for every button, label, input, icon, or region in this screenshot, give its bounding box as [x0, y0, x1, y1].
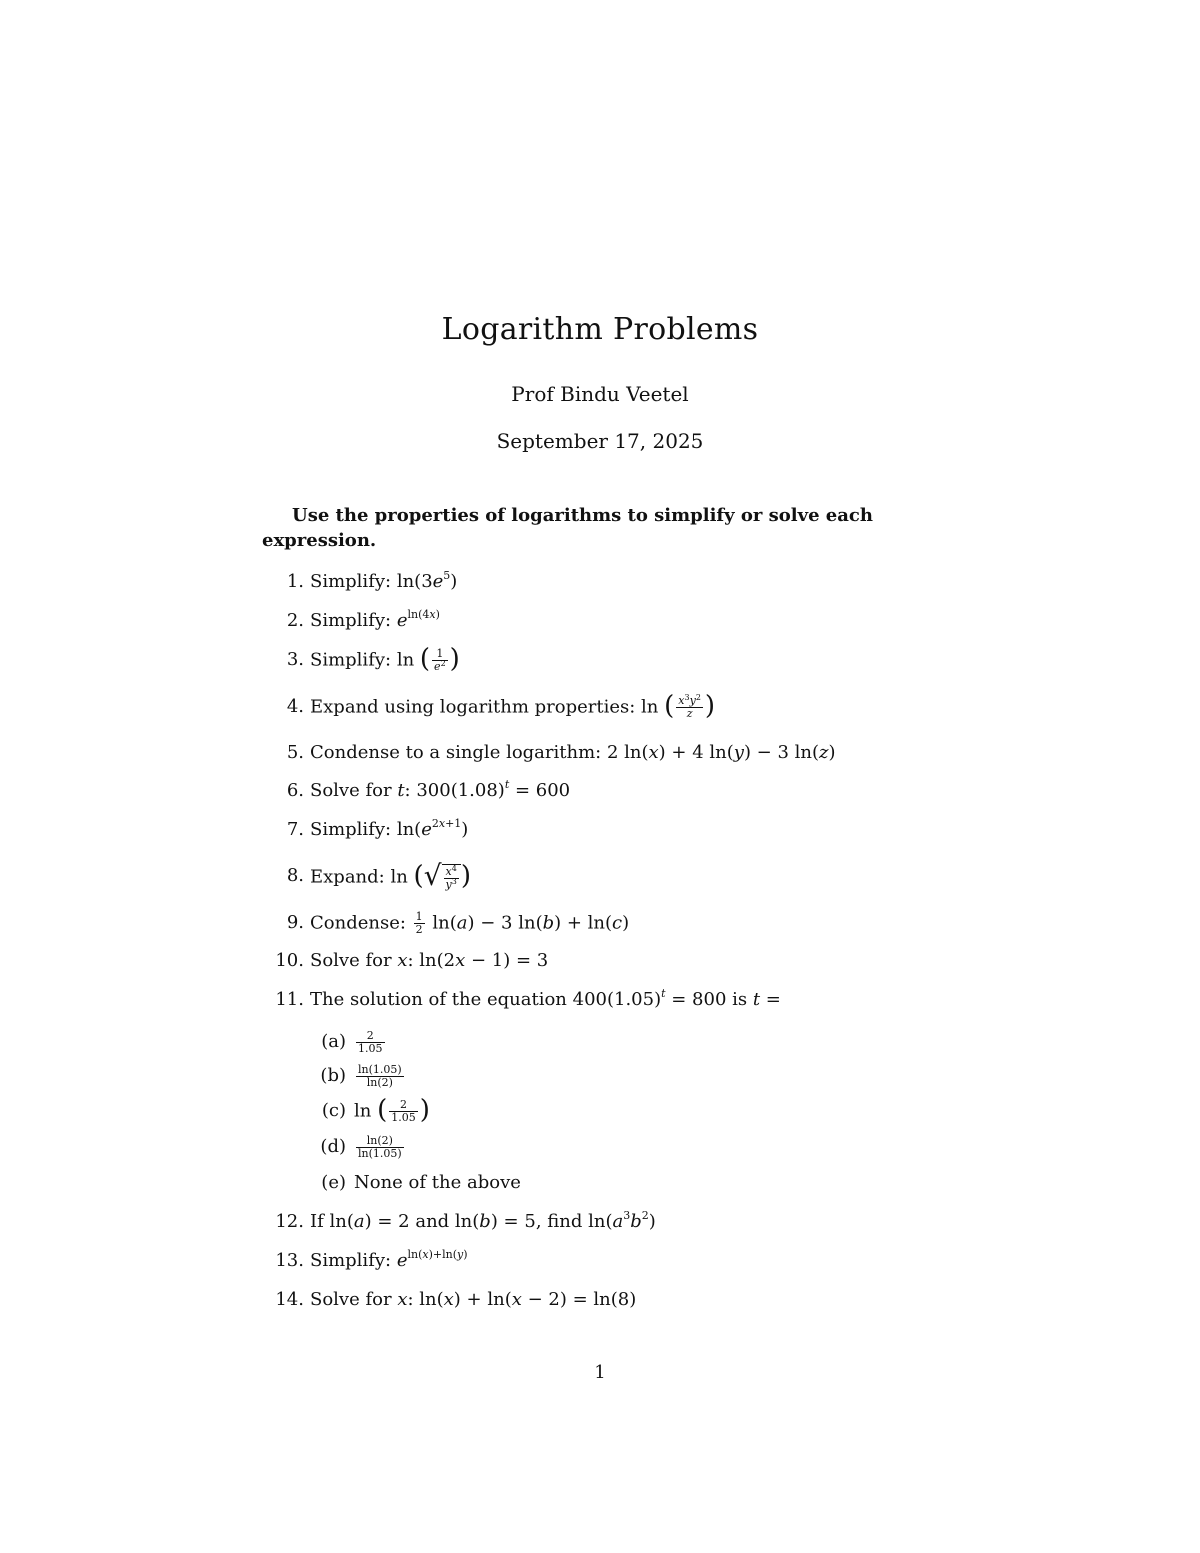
problem-number: 13. — [275, 1250, 304, 1271]
choice-text: ln ( $\frac{2}{1.05}$ ) — [354, 1094, 430, 1125]
problem-number: 12. — [275, 1211, 304, 1232]
problem-number: 2. — [286, 610, 304, 631]
problem-number: 8. — [286, 865, 304, 886]
problem-text: Simplify: ln ( $\frac{1}{e^2}$ ) — [310, 643, 460, 674]
choice-label: (e) — [321, 1172, 346, 1193]
choice-label: (d) — [320, 1136, 346, 1157]
choice-label: (c) — [321, 1100, 346, 1121]
problem-text: Solve for x: ln(2x − 1) = 3 — [310, 950, 549, 971]
problem-text: Expand: ln (√ $\frac{x^4}{y^3}$ ) — [310, 858, 471, 892]
instructions: Use the properties of logarithms to simplify or solve each expression. — [262, 505, 873, 551]
choice-text: None of the above — [354, 1172, 521, 1193]
problem-number: 5. — [286, 742, 304, 763]
choice-text: $\frac{2}{1.05}$ — [358, 1029, 383, 1055]
document-title: Logarithm Problems — [441, 312, 759, 347]
problem-text: Simplify: $\ln(e^{2x+1})$ — [310, 817, 469, 840]
problem-number: 4. — [286, 696, 304, 717]
problem-number: 9. — [286, 912, 304, 933]
problem-text: Condense to a single logarithm: 2 ln(x) + 4 ln(y) − 3 ln(z) — [310, 742, 836, 763]
document-author: Prof Bindu Veetel — [511, 382, 689, 406]
problem-number: 11. — [275, 989, 304, 1010]
problem-text: Simplify: $e^{ln(x)+ln(y)}$ — [310, 1248, 468, 1271]
problem-text: Condense: $\frac{1}{2}$ ln(a) − 3 ln(b) + ln(c) — [310, 910, 630, 936]
page-number: 1 — [594, 1362, 606, 1383]
problem-number: 3. — [286, 649, 304, 670]
choice-text: $\frac{\ln(1.05)}{\ln(2)}$ — [358, 1063, 402, 1089]
problem-text: Expand using logarithm properties: ln ( $\frac{x^3y^2}{z}$ ) — [310, 690, 716, 721]
problem-number: 1. — [286, 571, 304, 592]
problem-number: 14. — [275, 1289, 304, 1310]
problem-text: Simplify: $\ln(3e^5)$ — [310, 569, 458, 592]
problem-number: 7. — [286, 819, 304, 840]
problem-number: 6. — [286, 780, 304, 801]
problem-text: Simplify: $e^{ln(4x)}$ — [310, 608, 440, 631]
problem-number: 10. — [275, 950, 304, 971]
document-date: September 17, 2025 — [496, 429, 704, 453]
problem-text: Solve for x: ln(x) + ln(x − 2) = ln(8) — [310, 1289, 637, 1310]
problem-text: The solution of the equation $400(1.05)^t = 800$ is t = — [310, 987, 781, 1010]
choice-label: (b) — [320, 1065, 346, 1086]
choice-text: $\frac{\ln(2)}{\ln(1.05)}$ — [358, 1134, 402, 1160]
problem-text: If ln(a) = 2 and ln(b) = 5, find $\ln(a^3b^2)$ — [310, 1209, 656, 1232]
choice-label: (a) — [321, 1031, 346, 1052]
problem-text: Solve for t: $300(1.08)^t = 600$ — [310, 778, 571, 801]
